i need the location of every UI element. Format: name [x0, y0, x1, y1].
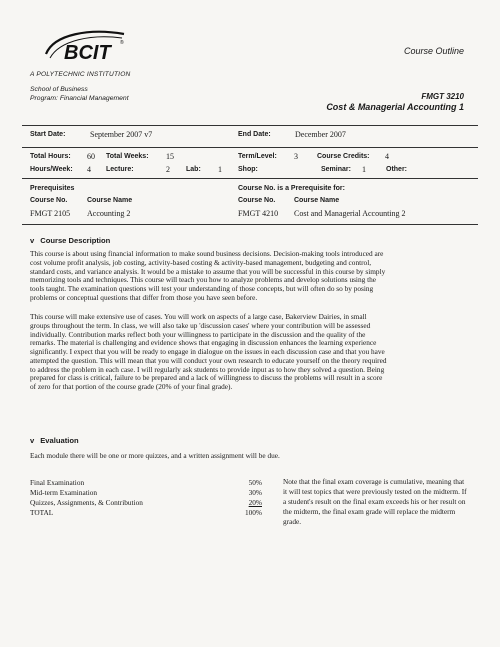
description-line: standard costs, and variance analysis. It would be a mistake to assume that you will be successful in this course by simply: [30, 266, 386, 276]
eval-item: Quizzes, Assignments, & Contribution: [30, 498, 143, 507]
course-credits-label: Course Credits:: [317, 153, 370, 160]
svg-text:®: ®: [120, 40, 124, 46]
end-date-value: December 2007: [295, 130, 346, 139]
seminar-label: Seminar:: [321, 166, 351, 173]
prereq-for-col-name: Course Name: [294, 197, 340, 204]
info-divider: [22, 147, 478, 148]
prereq-course-no: FMGT 2105: [30, 209, 71, 218]
description-line: cost volume profit analysis, job costing, activity-based costing & activity-based management, budgeting and control,: [30, 257, 372, 267]
bcit-logo-graphic: [40, 28, 128, 68]
description-line: of zero for that portion of the course grade (20% of your final grade).: [30, 382, 233, 391]
description-line: memorizing tools and techniques. This course will teach you how to analyze problems and develop solutions using the: [30, 275, 376, 285]
evaluation-heading: [30, 436, 79, 445]
prereq-col-no: Course No.: [30, 197, 68, 204]
logo-text: BCIT: [64, 42, 111, 64]
prereq-course-name: Accounting 2: [87, 209, 131, 218]
total-weeks-label: Total Weeks:: [106, 153, 149, 160]
prereq-for-col-no: Course No.: [238, 197, 276, 204]
note-line: grade.: [283, 517, 302, 526]
description-line: significantly. I expect that you will be ready to engage in dialogue on the issues in each discussion case and that you have: [30, 347, 385, 356]
hours-week-label: Hours/Week:: [30, 166, 73, 173]
evaluation-note: [283, 477, 468, 527]
school-name: School of Business: [30, 86, 88, 93]
note-line: the midterm, the final exam grade will replace the midterm: [283, 507, 456, 516]
prereq-for-title: Course No. is a Prerequisite for:: [238, 185, 345, 192]
description-paragraph-2: [30, 313, 475, 392]
prereq-divider: [22, 224, 478, 225]
total-hours-value: 60: [87, 152, 95, 161]
description-line: attempted the question. This will mean that you will conduct your own research to educate yourself on the theory required: [30, 355, 387, 365]
eval-item: TOTAL: [30, 508, 54, 517]
other-label: Other:: [386, 166, 407, 173]
course-description-title: Course Description: [40, 236, 111, 245]
lecture-value: 2: [166, 165, 170, 174]
description-line: prepared for class is critical, failure to be prepared and a lack of willingness to discuss the problems will result in a score: [30, 373, 383, 383]
course-title: Cost & Managerial Accounting 1: [326, 102, 464, 112]
note-line: a student's result on the final exam exceeds his or her result on: [283, 497, 466, 506]
total-weeks-value: 15: [166, 152, 174, 161]
info-bottom-divider: [22, 178, 478, 179]
prereq-for-course-no: FMGT 4210: [238, 209, 279, 218]
doc-type: Course Outline: [403, 46, 464, 56]
school-block: [30, 86, 129, 103]
prereq-for-course-name: Cost and Managerial Accounting 2: [294, 209, 406, 218]
note-line: Note that the final exam coverage is cumulative, meaning that: [283, 477, 465, 486]
evaluation-title: Evaluation: [40, 436, 79, 445]
bcit-logo: [40, 28, 128, 68]
description-line: remarks. The material is challenging and evidence shows that engaging in discussion enhances the learning experience: [30, 338, 377, 348]
eval-item: Final Examination: [30, 478, 85, 487]
course-code: FMGT 3210: [421, 92, 464, 101]
term-level-value: 3: [294, 152, 298, 161]
start-date-label: Start Date:: [30, 131, 66, 138]
start-date-value: September 2007 v7: [90, 130, 153, 139]
eval-pct: 50%: [248, 478, 262, 487]
evaluation-intro: Each module there will be one or more quizzes, and a written assignment will be due.: [30, 451, 280, 460]
section-bullet-icon: v: [30, 436, 35, 445]
hours-week-value: 4: [87, 165, 91, 174]
total-hours-label: Total Hours:: [30, 153, 71, 160]
prerequisites-title: Prerequisites: [30, 185, 75, 192]
eval-pct: 20%: [248, 498, 262, 507]
section-bullet-icon: v: [30, 236, 35, 245]
description-line: tools taught. The examination questions will test your understanding of those concepts, but will often do so by posing: [30, 284, 374, 293]
description-line: problems or conceptual questions that differ from those you have seen before.: [30, 292, 258, 302]
description-line: groups throughout the term. In class, we will also take up 'discussion cases' where your contribution will be assessed: [30, 320, 371, 330]
eval-pct: 30%: [248, 488, 262, 497]
seminar-value: 1: [362, 165, 366, 174]
description-line: This course will make extensive use of cases. You will work on aspects of a large case, Bakerview Dairies, in small: [30, 312, 367, 321]
eval-pct: 100%: [244, 508, 262, 517]
eval-item: Mid-term Examination: [30, 488, 98, 497]
course-description-heading: [30, 236, 110, 245]
term-level-label: Term/Level:: [238, 153, 277, 160]
program-name: Program: Financial Management: [30, 94, 129, 102]
tagline: A POLYTECHNIC INSTITUTION: [30, 71, 131, 78]
note-line: it will test topics that were previously tested on the midterm. If: [283, 487, 467, 496]
description-line: individually. Contribution marks reflect both your willingness to participate in the discussion and the quality of the: [30, 329, 366, 339]
end-date-label: End Date:: [238, 131, 271, 138]
top-divider: [22, 125, 478, 126]
lab-label: Lab:: [186, 166, 201, 173]
shop-label: Shop:: [238, 166, 258, 173]
lab-value: 1: [218, 165, 222, 174]
description-line: to address the problem in each case. I will regularly ask students to provide input as to how they solved a question. Being: [30, 364, 385, 374]
prereq-col-name: Course Name: [87, 197, 133, 204]
course-credits-value: 4: [385, 152, 389, 161]
course-heading: [326, 92, 464, 112]
lecture-label: Lecture:: [106, 166, 134, 173]
description-line: This course is about using financial information to make sound business decisions. Decision-making tools introduced are: [30, 249, 384, 258]
description-paragraph-1: [30, 250, 475, 303]
